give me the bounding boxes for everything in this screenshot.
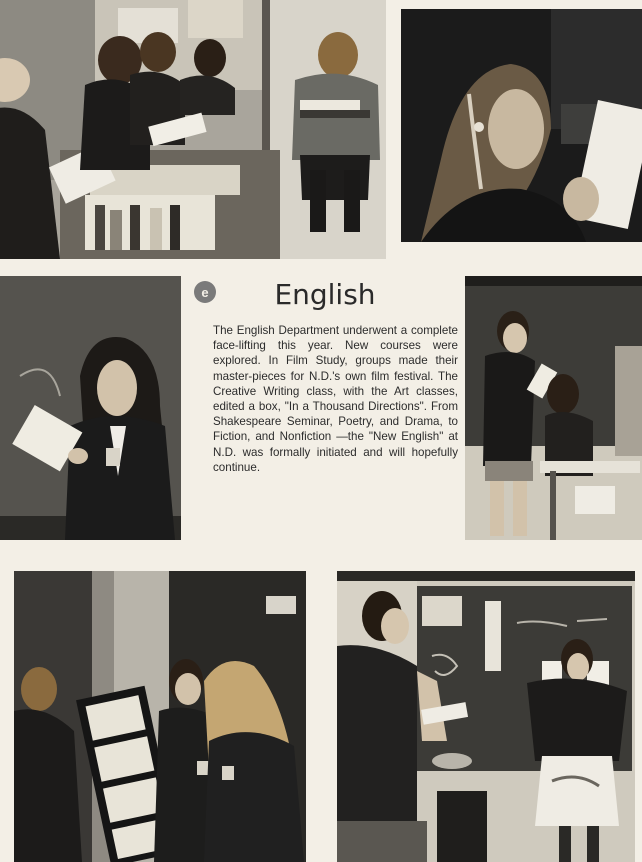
- section-badge: e: [194, 281, 216, 303]
- photo-student-reading-closeup: [401, 9, 642, 242]
- body-paragraph: The English Department underwent a complete face-lifting this year. New courses were explored. In Film Study, groups made their master-pieces for N.D.'s own film festival. The Creative Writing class, with the Art classes, edited a box, "In a Thousand Directions". From Shakespeare Seminar, Poetry, and Drama, to Fiction, and Nonfiction —the "New English" at N.D. was formally initiated and will hopefully continue.: [213, 324, 458, 474]
- photo-classroom-students-reading: [0, 0, 386, 259]
- photo-students-performing: [465, 276, 642, 540]
- page-title: English: [274, 278, 376, 311]
- photo-student-at-chalkboard: [0, 276, 181, 540]
- photo-film-strip: [14, 571, 306, 862]
- photo-chalkboard-presentation: [337, 571, 635, 862]
